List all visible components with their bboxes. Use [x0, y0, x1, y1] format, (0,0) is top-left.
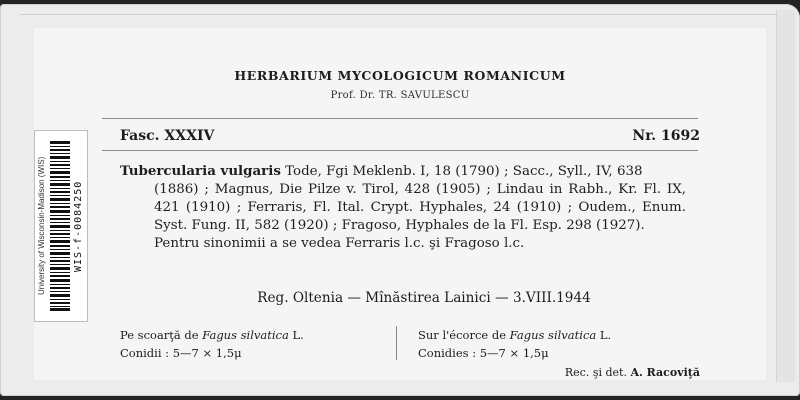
specimen-label [28, 22, 772, 384]
citation-authority: Tode, Fgi Meklenb. I, 18 (1790) ; Sacc., Syll., IV, 638 [280, 164, 643, 179]
citation-first-line [120, 162, 686, 181]
host-romanian [120, 326, 304, 362]
fascicle-label: Fasc. XXXIV [120, 128, 215, 144]
header-rule [102, 150, 698, 151]
taxon-name: Tubercularia vulgaris [120, 163, 281, 179]
top-rule [102, 118, 698, 119]
packet-right-fold [776, 10, 795, 382]
host-fr-prefix: Sur l'écorce de [418, 328, 510, 342]
locality-line: Reg. Oltenia — Mînăstirea Lainici — 3.VIII.1944 [257, 290, 591, 306]
citation-continuation: (1886) ; Magnus, Die Pilze v. Tirol, 428 (1905) ; Lindau in Rabh., Kr. Fl. IX, 421 (1910) ; Ferraris, Fl. Ital. Crypt. Hyphales, 24 (1910) ; Oudem., Enum. Syst. Fung. II, 582 (1920) ; Fragoso, Hyphales de la Fl. Esp. 298 (1927). [154, 182, 686, 233]
barcode-institution: University of Wisconsin-Madison (WIS) [37, 156, 46, 296]
host-ro-species: Fagus silvatica [202, 328, 289, 342]
determination-line [565, 366, 700, 379]
column-divider [396, 326, 397, 360]
host-ro-suffix: L. [288, 328, 304, 342]
host-fr-species: Fagus silvatica [509, 328, 597, 342]
determiner-name: A. Racoviţă [630, 366, 700, 379]
conidia-romanian: Conidii : 5—7 × 1,5μ [120, 346, 242, 360]
host-french-line [418, 326, 611, 344]
host-romanian-line [120, 326, 304, 344]
synonymy-note: Pentru sinonimii a se vedea Ferraris l.c. şi Fragoso l.c. [154, 236, 525, 251]
determination-prefix: Rec. şi det. [564, 366, 631, 379]
barcode-icon [50, 141, 70, 311]
packet-top-fold [20, 4, 780, 15]
specimen-number: Nr. 1692 [632, 128, 700, 144]
herbarium-title: HERBARIUM MYCOLOGICUM ROMANICUM [234, 68, 566, 83]
host-french [418, 326, 611, 362]
host-fr-suffix: L. [596, 328, 612, 342]
conidia-french: Conidies : 5—7 × 1,5μ [418, 346, 549, 360]
taxonomic-citation [120, 162, 686, 253]
host-ro-prefix: Pe scoarţă de [120, 328, 203, 342]
editor-line: Prof. Dr. TR. SAVULESCU [330, 90, 470, 101]
barcode-number: WIS-f-0084250 [73, 180, 84, 272]
label-paper [34, 28, 766, 380]
barcode-label [34, 130, 88, 322]
